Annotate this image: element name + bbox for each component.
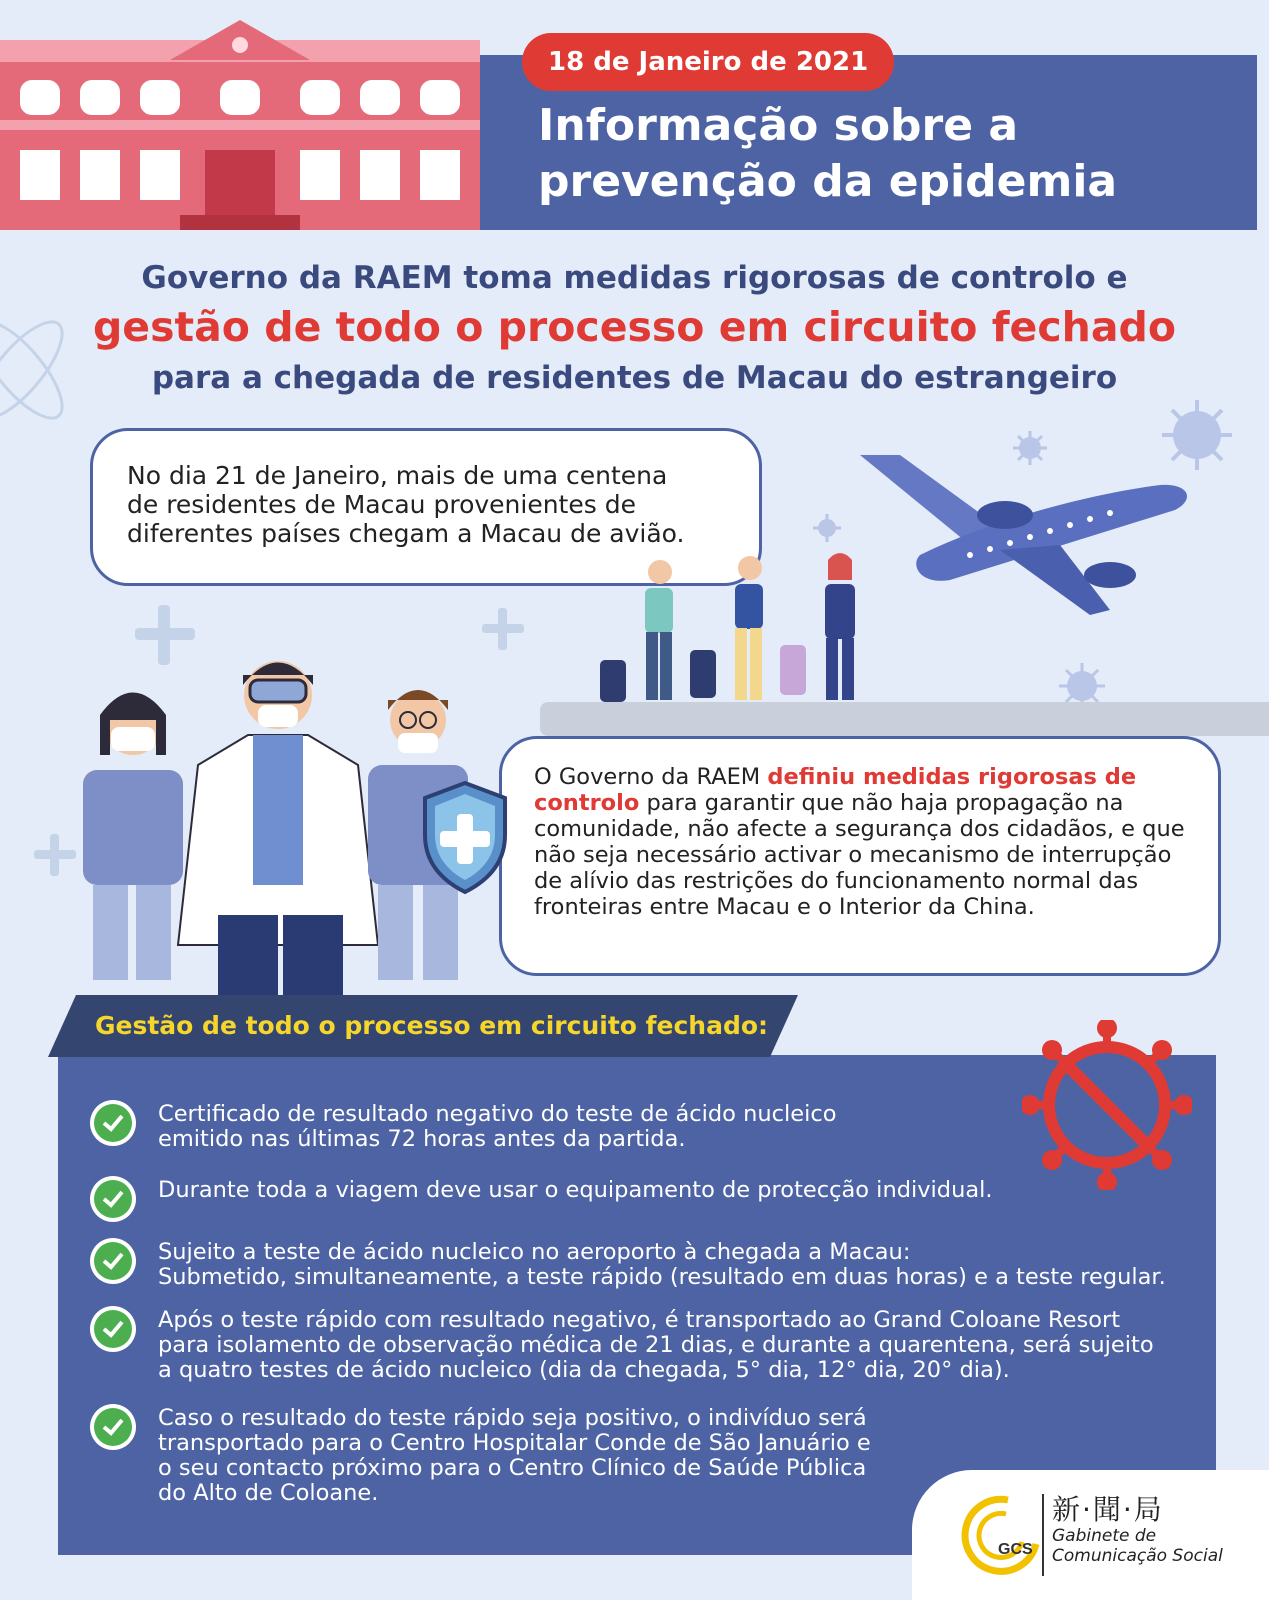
item-text-line: a quatro testes de ácido nucleico (dia da chegada, 5° dia, 12° dia, 20° dia). — [158, 1357, 1010, 1383]
logo-divider — [1042, 1494, 1044, 1576]
item-text-line: do Alto de Coloane. — [158, 1480, 379, 1506]
check-icon — [90, 1404, 136, 1450]
item-text-line: Após o teste rápido com resultado negativo, é transportado ao Grand Coloane Resort — [158, 1307, 1121, 1333]
check-icon — [90, 1100, 136, 1146]
list-item — [90, 1238, 1210, 1290]
building-illustration — [0, 20, 480, 230]
list-item — [90, 1176, 1210, 1222]
page-title — [538, 98, 1238, 210]
item-text-line: para isolamento de observação médica de 21 dias, e durante a quarentena, será sujeito — [158, 1332, 1154, 1358]
logo-name-line: Comunicação Social — [1052, 1546, 1223, 1566]
travellers-illustration — [590, 550, 890, 720]
list-item — [90, 1100, 1210, 1152]
check-icon — [90, 1176, 136, 1222]
check-icon — [90, 1306, 136, 1352]
section-title: Gestão de todo o processo em circuito fechado: — [95, 1011, 769, 1040]
measures-bubble — [499, 736, 1221, 976]
date-badge: 18 de Janeiro de 2021 — [522, 33, 894, 91]
page-title-line: Informação sobre a — [538, 100, 1019, 151]
gcs-logo — [958, 1492, 1044, 1578]
plus-icon — [478, 604, 528, 654]
ground-strip — [540, 702, 1269, 736]
measures-text: para garantir que não haja propagação na comunidade, não afecte a segurança dos cidadãos, e que não seja necessário activar o mecanismo de interrupção de alívio das restrições do funcionamento normal das fronteiras entre Macau e o Interior da China. — [534, 790, 1185, 920]
check-icon — [90, 1238, 136, 1284]
item-text-line: o seu contacto próximo para o Centro Clínico de Saúde Pública — [158, 1455, 867, 1481]
logo-abbr: GCS — [998, 1541, 1033, 1558]
virus-icon — [812, 513, 842, 543]
item-text-line: Caso o resultado do teste rápido seja positivo, o indivíduo será — [158, 1405, 867, 1431]
logo-name-line: Gabinete de — [1052, 1526, 1157, 1546]
headline-line: Governo da RAEM toma medidas rigorosas de controlo e — [141, 260, 1128, 296]
page-title-line: prevenção da epidemia — [538, 156, 1118, 207]
bubble-text-line: No dia 21 de Janeiro, mais de uma centena — [127, 461, 668, 490]
bubble-text-line: de residentes de Macau provenientes de — [127, 490, 636, 519]
list-item — [90, 1306, 1210, 1383]
headline — [0, 258, 1269, 400]
measures-prefix: O Governo da RAEM — [534, 764, 768, 790]
bubble-text-line: diferentes países chegam a Macau de avião. — [127, 519, 685, 548]
item-text-line: transportado para o Centro Hospitalar Conde de São Januário e — [158, 1430, 871, 1456]
measures-highlight: definiu medidas rigorosas de controlo — [534, 764, 1137, 816]
shield-cross-icon — [420, 780, 510, 895]
headline-highlight: gestão de todo o processo em circuito fechado — [92, 303, 1177, 351]
airplane-icon — [860, 455, 1200, 635]
item-text-line: Sujeito a teste de ácido nucleico no aeroporto à chegada a Macau: — [158, 1239, 911, 1265]
item-text-line: emitido nas últimas 72 horas antes da partida. — [158, 1126, 686, 1152]
item-text-line: Submetido, simultaneamente, a teste rápido (resultado em duas horas) e a teste regular. — [158, 1264, 1166, 1290]
logo-chinese-name: 新·聞·局 — [1052, 1493, 1164, 1526]
headline-line: para a chegada de residentes de Macau do estrangeiro — [151, 360, 1118, 396]
item-text-line: Durante toda a viagem deve usar o equipamento de protecção individual. — [158, 1177, 993, 1203]
plus-icon — [30, 830, 80, 880]
item-text-line: Certificado de resultado negativo do teste de ácido nucleico — [158, 1101, 837, 1127]
